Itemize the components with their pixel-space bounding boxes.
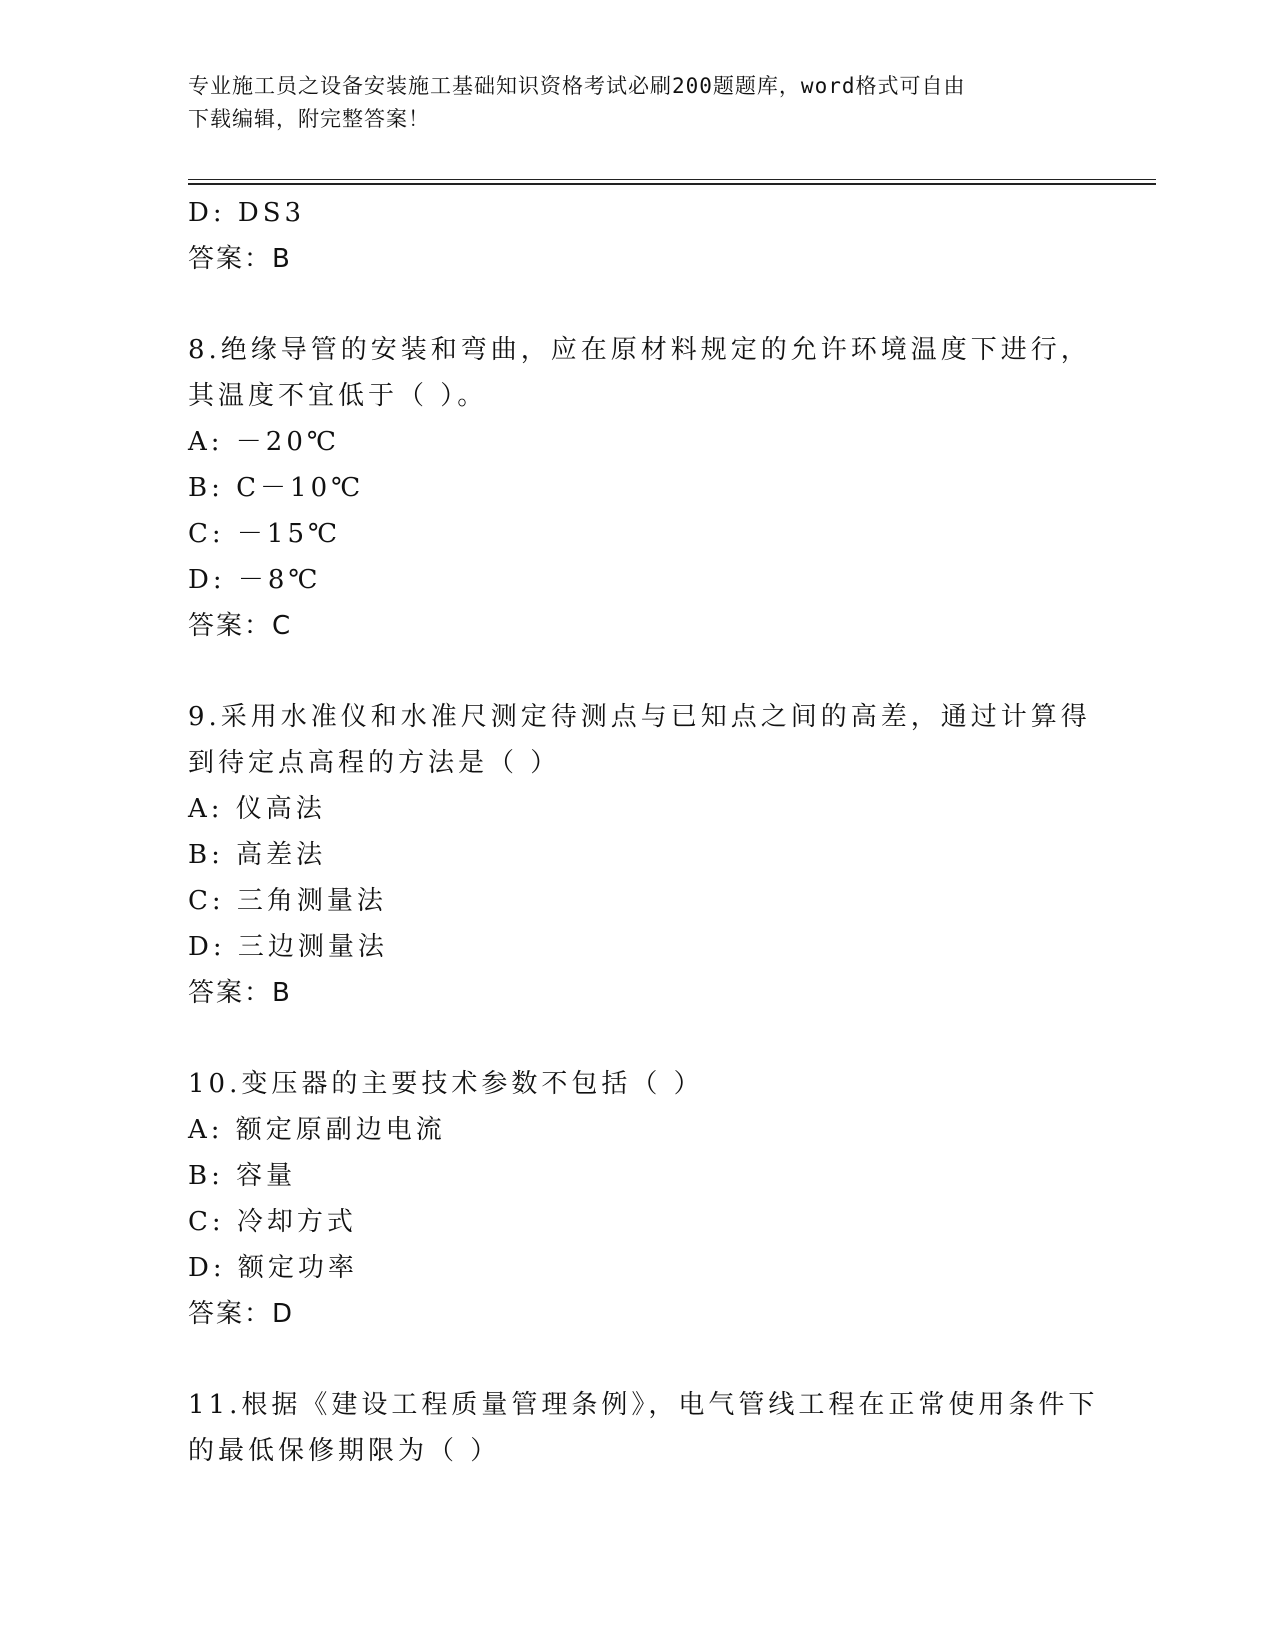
spacer	[188, 1016, 1088, 1061]
option-d: D: DS3	[188, 198, 306, 228]
document-header	[188, 70, 1088, 136]
question-11	[188, 1382, 1099, 1474]
question-10	[188, 1061, 1088, 1337]
previous-question-tail	[188, 190, 1088, 282]
answer-line: 答案：B	[188, 978, 292, 1008]
question-stem: 10.变压器的主要技术参数不包括（ ）	[188, 1069, 704, 1099]
question-stem-continued: 其温度不宜低于（ ）。	[188, 381, 488, 411]
option-b: B: 高差法	[188, 840, 327, 870]
option-a: A: －20℃	[188, 427, 340, 457]
option-a: A: 额定原副边电流	[188, 1115, 446, 1145]
option-d: D: －8℃	[188, 565, 322, 595]
question-stem-continued: 的最低保修期限为（ ）	[188, 1436, 501, 1466]
question-stem: 9.采用水准仪和水准尺测定待测点与已知点之间的高差，通过计算得	[188, 702, 1091, 732]
question-list	[188, 190, 1099, 1474]
answer-line: 答案：B	[188, 244, 292, 274]
question-stem: 11.根据《建设工程质量管理条例》，电气管线工程在正常使用条件下	[188, 1390, 1099, 1420]
header-title-line-1: 专业施工员之设备安装施工基础知识资格考试必刷200题题库，word格式可自由	[188, 74, 966, 98]
question-stem-continued: 到待定点高程的方法是（ ）	[188, 748, 561, 778]
answer-line: 答案：D	[188, 1299, 295, 1329]
spacer	[188, 649, 1088, 694]
header-rule-thin	[188, 179, 1156, 180]
spacer	[188, 282, 1088, 327]
question-8	[188, 327, 1091, 649]
header-rule-thick	[188, 183, 1156, 185]
header-title-line-2: 下载编辑，附完整答案！	[188, 107, 430, 131]
option-c: C: 三角测量法	[188, 886, 387, 916]
question-stem: 8.绝缘导管的安装和弯曲，应在原材料规定的允许环境温度下进行，	[188, 335, 1091, 365]
option-b: B: C－10℃	[188, 473, 365, 503]
option-d: D: 三边测量法	[188, 932, 388, 962]
answer-line: 答案：C	[188, 611, 293, 641]
option-b: B: 容量	[188, 1161, 297, 1191]
spacer	[188, 1337, 1088, 1382]
option-c: C: 冷却方式	[188, 1207, 357, 1237]
option-c: C: －15℃	[188, 519, 342, 549]
option-d: D: 额定功率	[188, 1253, 358, 1283]
question-9	[188, 694, 1091, 1016]
option-a: A: 仪高法	[188, 794, 326, 824]
